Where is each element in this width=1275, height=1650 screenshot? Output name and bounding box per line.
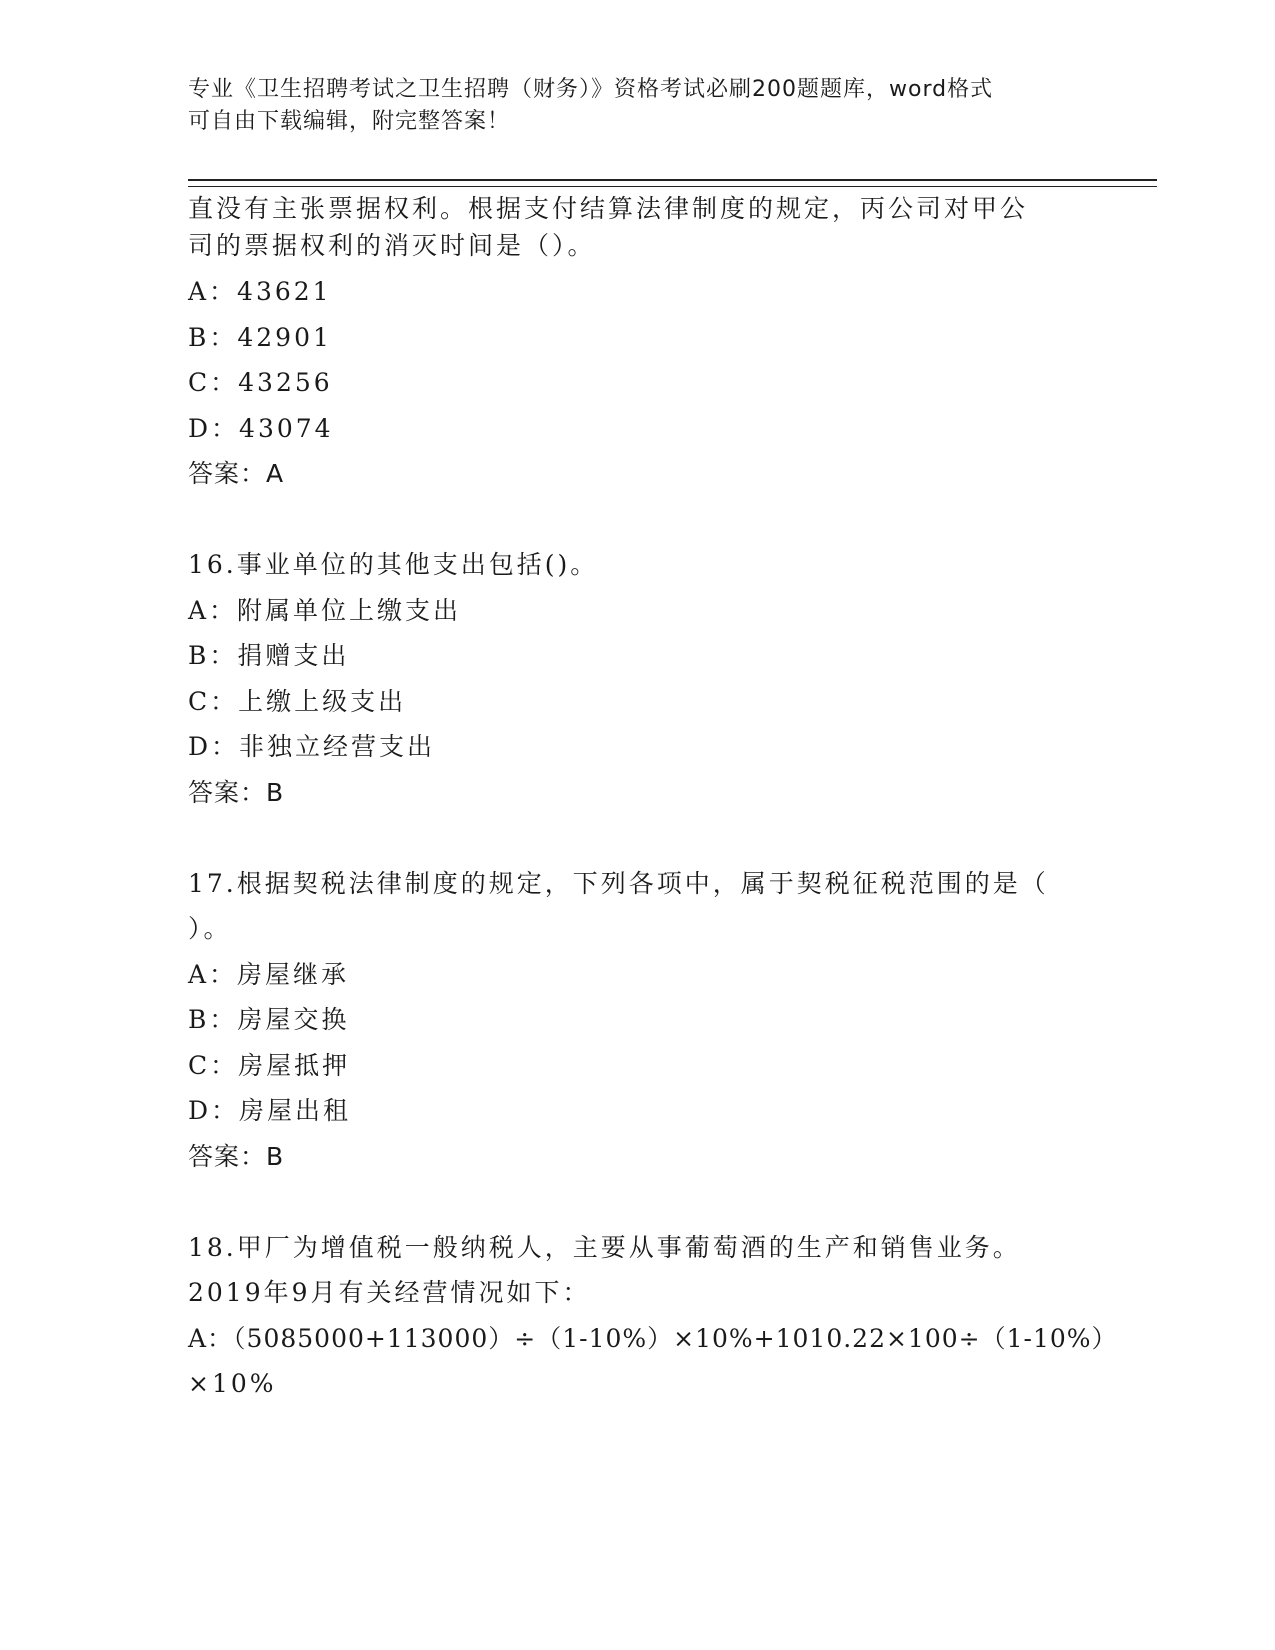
option-a: A：43621 bbox=[188, 277, 332, 306]
question-16 bbox=[188, 542, 1088, 815]
question-18 bbox=[188, 1225, 1118, 1407]
answer-line: 答案：B bbox=[188, 1141, 285, 1171]
question-text-line: 直没有主张票据权利。根据支付结算法律制度的规定，丙公司对甲公 bbox=[188, 194, 1029, 223]
option-c: C：上缴上级支出 bbox=[188, 686, 407, 716]
option-d: D：房屋出租 bbox=[188, 1096, 352, 1125]
option-c: C：43256 bbox=[188, 368, 333, 397]
option-b: B：房屋交换 bbox=[188, 1005, 350, 1034]
answer-line: 答案：B bbox=[188, 777, 285, 807]
header-divider bbox=[188, 179, 1157, 187]
question-continuation bbox=[188, 190, 1088, 496]
option-b: B：42901 bbox=[188, 322, 332, 352]
question-text-line: 16.事业单位的其他支出包括()。 bbox=[188, 550, 599, 579]
question-text-line: 17.根据契税法律制度的规定，下列各项中，属于契税征税范围的是（ bbox=[188, 868, 1049, 898]
option-d: D：非独立经营支出 bbox=[188, 732, 436, 761]
question-text-line: 2019年9月有关经营情况如下： bbox=[188, 1278, 591, 1307]
option-d: D：43074 bbox=[188, 413, 334, 443]
header-title-line-2: 可自由下载编辑，附完整答案！ bbox=[188, 109, 511, 134]
question-17 bbox=[188, 861, 1088, 1179]
page-header bbox=[188, 74, 1088, 138]
question-text-line: ）。 bbox=[188, 914, 232, 943]
document-body bbox=[188, 190, 1118, 1407]
option-a: A：（5085000+113000）÷（1-10%）×10%+1010.22×100÷（1-10%） bbox=[188, 1323, 1118, 1353]
answer-line: 答案：A bbox=[188, 459, 285, 488]
option-c: C：房屋抵押 bbox=[188, 1050, 351, 1080]
option-a-continuation: ×10% bbox=[188, 1369, 277, 1398]
question-text-line: 司的票据权利的消灭时间是（）。 bbox=[188, 231, 596, 260]
header-title-line-1: 专业《卫生招聘考试之卫生招聘（财务）》资格考试必刷200题题库，word格式 bbox=[188, 77, 994, 102]
option-a: A：房屋继承 bbox=[188, 959, 350, 989]
option-a: A：附属单位上缴支出 bbox=[188, 595, 462, 625]
question-text-line: 18.甲厂为增值税一般纳税人，主要从事葡萄酒的生产和销售业务。 bbox=[188, 1232, 1021, 1262]
option-b: B：捐赠支出 bbox=[188, 641, 350, 670]
